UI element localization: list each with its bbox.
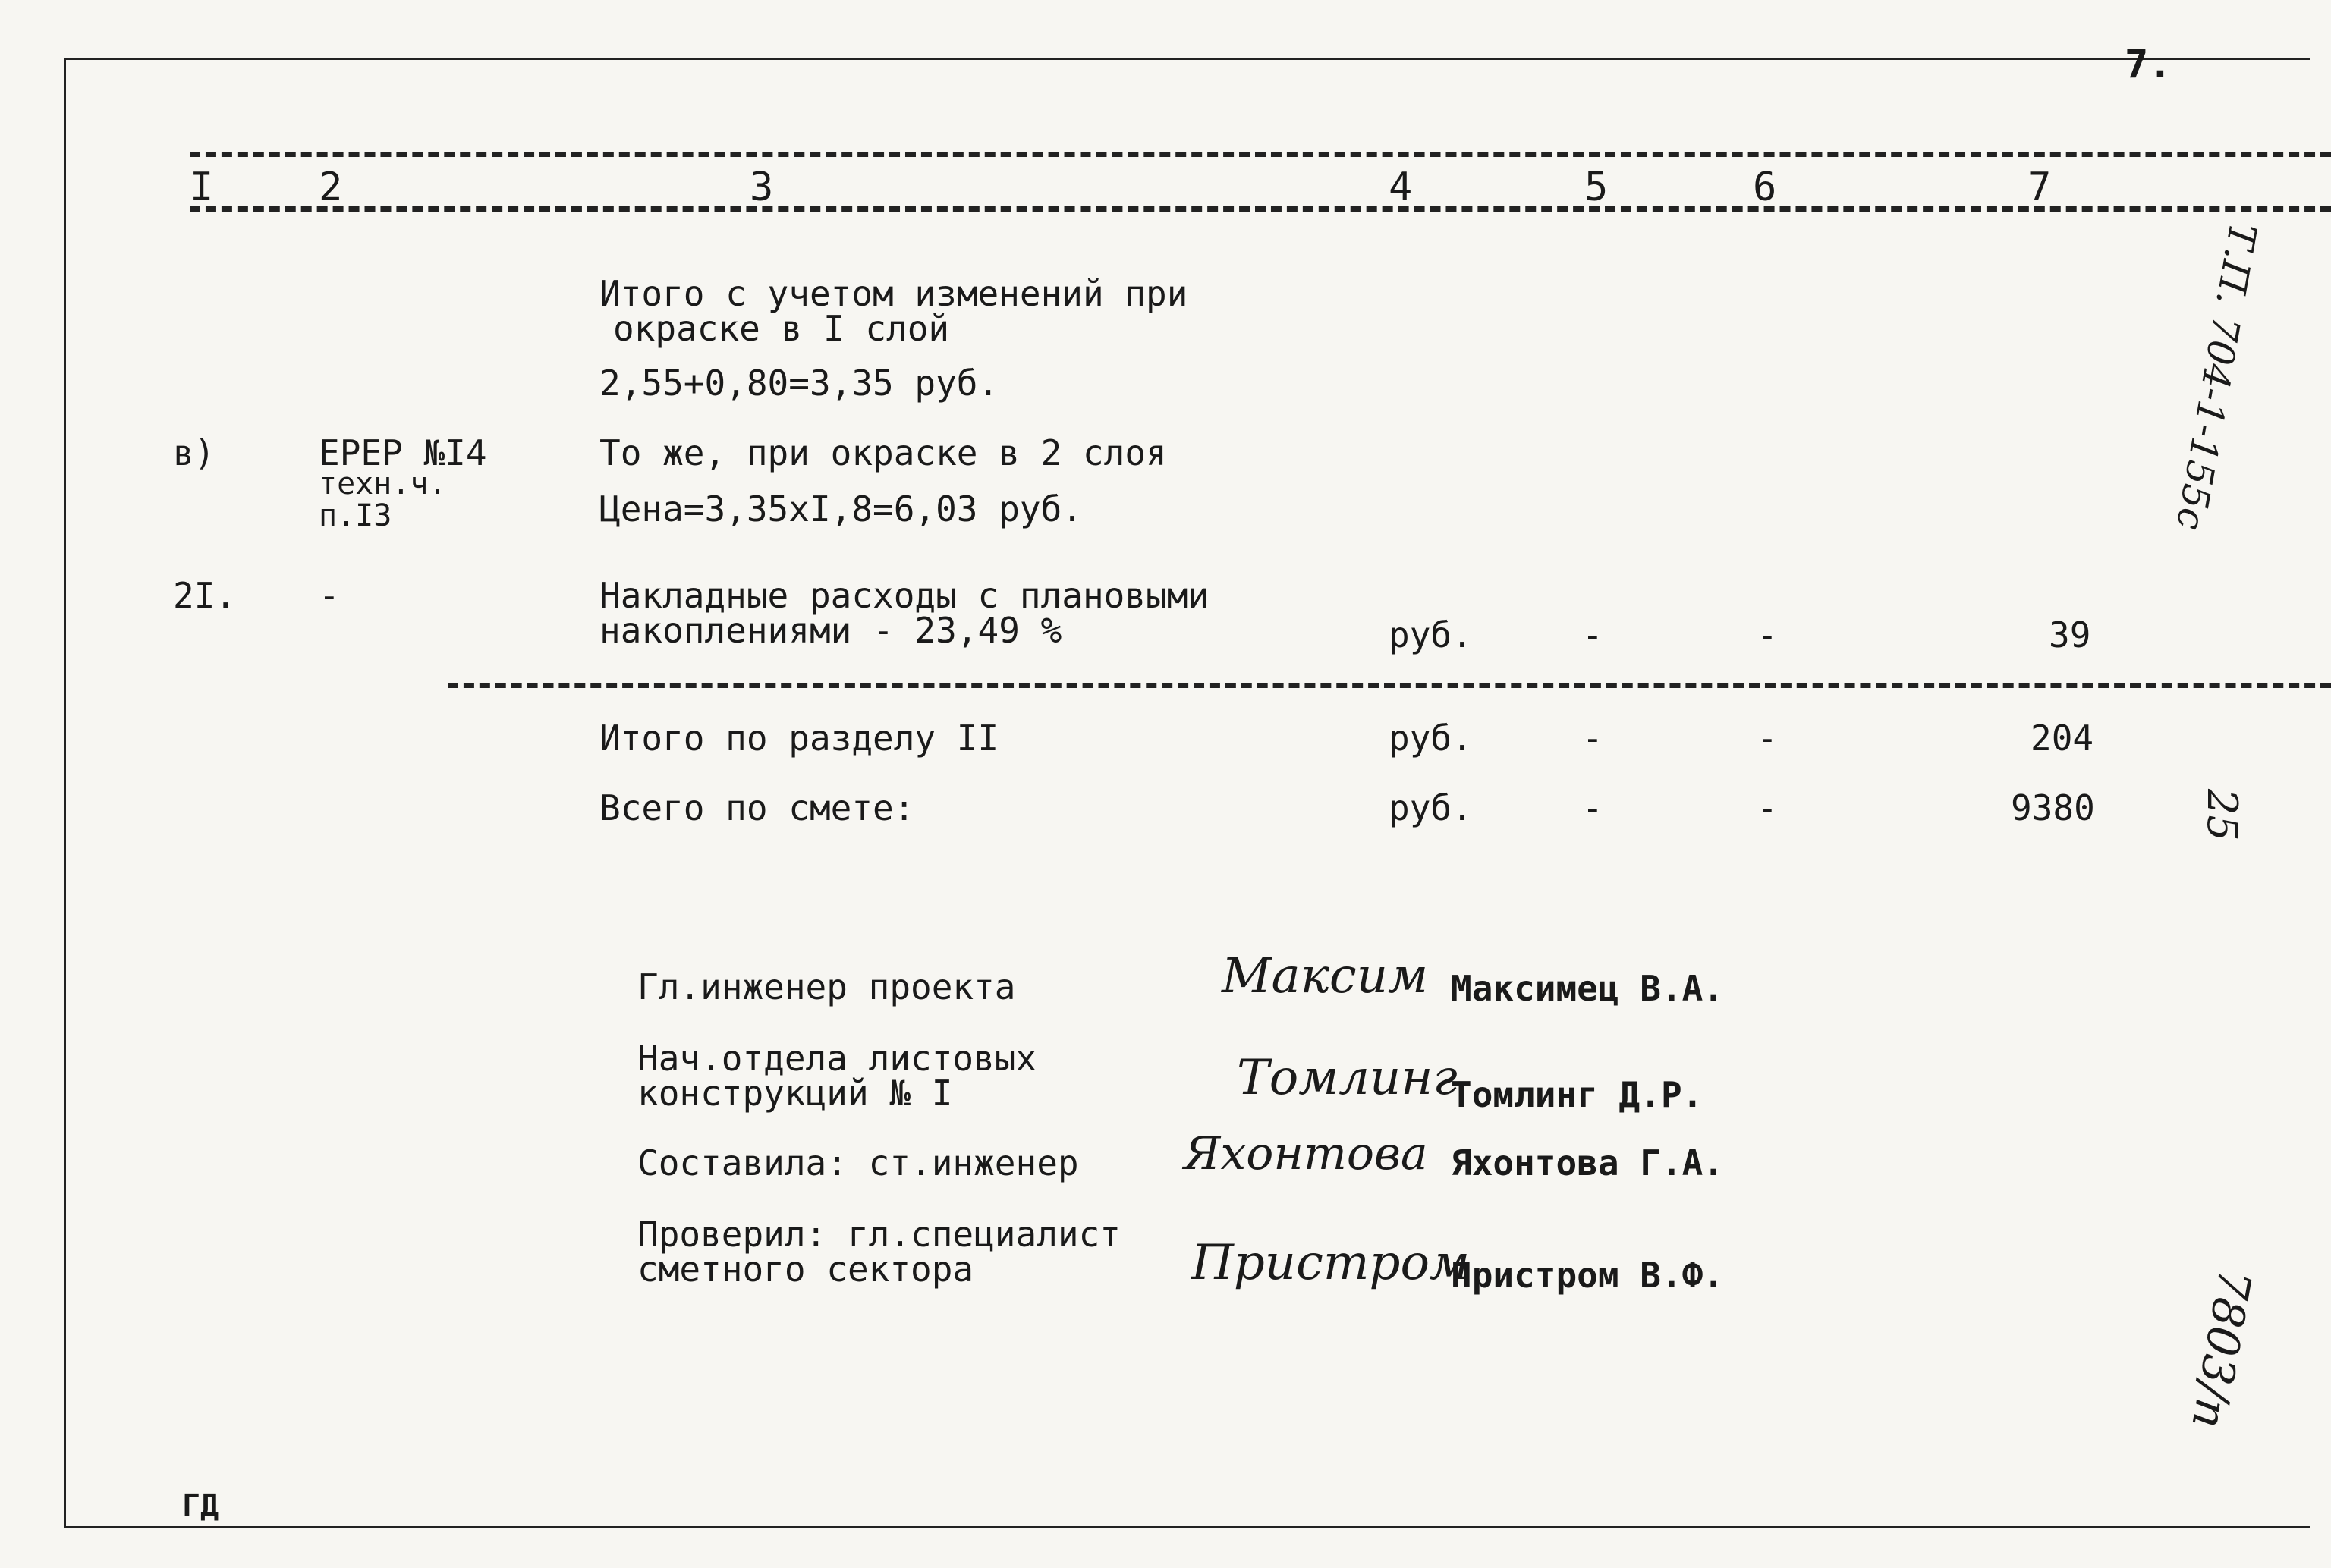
header-bottom-rule xyxy=(190,206,2331,212)
col-header-2: 2 xyxy=(319,165,343,210)
row-v-ref-3: п.I3 xyxy=(319,498,392,533)
col-header-1: I xyxy=(190,165,214,210)
project-code-note: Т.П. 704-1-155с xyxy=(2167,219,2265,533)
section-total-unit: руб. xyxy=(1389,718,1473,759)
grand-total-unit: руб. xyxy=(1389,787,1473,828)
col-header-5: 5 xyxy=(1584,165,1609,210)
chief-engineer-title: Гл.инженер проекта xyxy=(637,966,1016,1007)
grand-total-label: Всего по смете: xyxy=(599,787,915,828)
compiled-by-title: Составила: ст.инженер xyxy=(637,1142,1079,1183)
section-total-label: Итого по разделу II xyxy=(599,718,999,759)
chief-engineer-name: Максимец В.А. xyxy=(1451,968,1725,1009)
col-header-4: 4 xyxy=(1389,165,1413,210)
row-v-ref-1: ЕРЕР №I4 xyxy=(319,432,487,473)
checked-by-title-2: сметного сектора xyxy=(637,1249,974,1290)
row-21-value: 39 xyxy=(2049,614,2091,655)
section-total-value: 204 xyxy=(2031,718,2094,759)
grand-total-col5: - xyxy=(1582,787,1603,828)
col-header-6: 6 xyxy=(1753,165,1777,210)
row-v-description: То же, при окраске в 2 слоя xyxy=(599,432,1167,473)
header-top-rule xyxy=(190,152,2331,157)
grand-total-col6: - xyxy=(1757,787,1778,828)
sheet-number-note: 25 xyxy=(2198,789,2246,841)
dept-head-title-2: конструкций № I xyxy=(637,1073,953,1114)
dept-head-signature: Томлинг xyxy=(1237,1050,1458,1106)
itogo-izm-line1: Итого с учетом изменений при xyxy=(599,273,1188,314)
archive-number-note: 7803/п xyxy=(2181,1265,2261,1433)
page-number: 7. xyxy=(2125,42,2172,87)
col-header-7: 7 xyxy=(2027,165,2052,210)
row-21-col6: - xyxy=(1757,614,1778,655)
row-21-ref: - xyxy=(319,575,340,616)
footer-code: ГД xyxy=(182,1488,219,1523)
row-21-unit: руб. xyxy=(1389,614,1473,655)
col-header-3: 3 xyxy=(750,165,774,210)
section-divider xyxy=(448,683,2331,688)
compiled-by-signature: Яхонтова xyxy=(1184,1127,1428,1180)
row-v-price: Цена=3,35xI,8=6,03 руб. xyxy=(599,489,1083,529)
row-v-ref-2: техн.ч. xyxy=(319,467,447,501)
row-21-desc-1: Накладные расходы с плановыми xyxy=(599,575,1210,616)
chief-engineer-signature: Максим xyxy=(1222,948,1429,1004)
row-v-number: в) xyxy=(173,432,215,473)
row-21-number: 2I. xyxy=(173,575,237,616)
grand-total-value: 9380 xyxy=(2011,787,2095,828)
checked-by-title-1: Проверил: гл.специалист xyxy=(637,1214,1121,1255)
row-21-col5: - xyxy=(1582,614,1603,655)
section-total-col5: - xyxy=(1582,718,1603,759)
section-total-col6: - xyxy=(1757,718,1778,759)
dept-head-title-1: Нач.отдела листовых xyxy=(637,1038,1037,1079)
dept-head-name: Томлинг Д.Р. xyxy=(1451,1074,1703,1115)
compiled-by-name: Яхонтова Г.А. xyxy=(1451,1142,1725,1183)
checked-by-signature: Пристром xyxy=(1191,1235,1471,1291)
itogo-izm-line2: окраске в I слой xyxy=(613,308,950,349)
formula-1: 2,55+0,80=3,35 руб. xyxy=(599,363,999,404)
checked-by-name: Пристром В.Ф. xyxy=(1451,1255,1725,1296)
row-21-desc-2: накоплениями - 23,49 % xyxy=(599,610,1062,651)
